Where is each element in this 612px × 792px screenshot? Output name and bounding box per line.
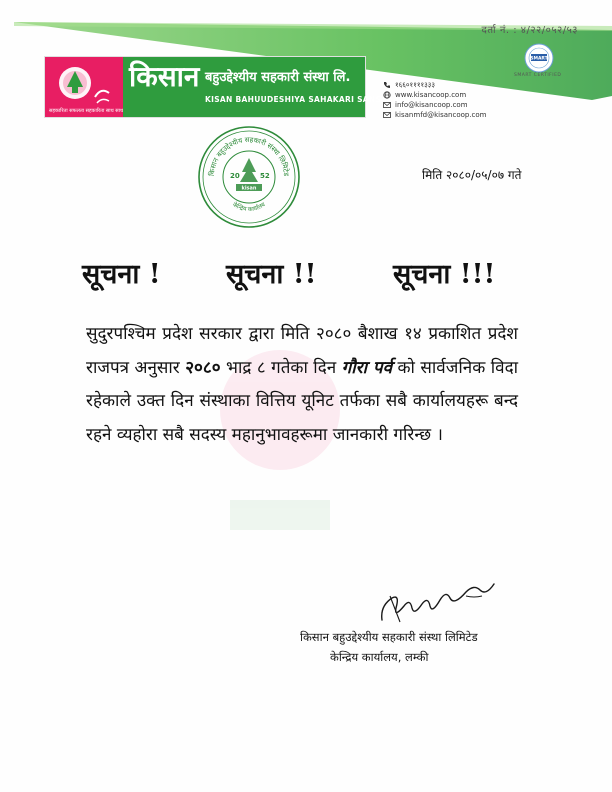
phone-icon xyxy=(383,81,391,89)
brand-english-name: KISAN BAHUUDESHIYA SAHAKARI SANSTHA LTD. xyxy=(205,95,422,104)
seal-inner-text: केन्द्रिय कार्यालय xyxy=(231,201,267,214)
contact-email-mfd-text: kisanmfd@kisancoop.com xyxy=(395,111,487,119)
registration-number: दर्ता नं. : ४/२२/०५२/५३ xyxy=(481,25,578,36)
body-part-2: भाद्र ८ गतेका दिन xyxy=(220,357,342,378)
body-part-1: सुदुरपश्चिम प्रदेश सरकार द्वारा मिति २०८० बैशाख १४ प्रकाशित प्रदेश राजपत्र अनुसार xyxy=(86,324,518,378)
letter-date: मिति २०८०/०५/०७ गते xyxy=(422,168,522,182)
footer-office: केन्द्रिय कार्यालय, लम्की xyxy=(330,650,429,664)
seal-tree-icon xyxy=(240,158,258,182)
seal-outer-text: किसान बहुउद्देश्यीय सहकारी संस्था लिमिटेड xyxy=(207,135,291,177)
festival-name: गौरा पर्व xyxy=(341,357,393,378)
seal-year-left: 20 xyxy=(230,172,240,180)
globe-icon xyxy=(383,91,391,99)
contact-phone-text: १६६०११११३३३ xyxy=(395,80,436,89)
body-bold-year: २०८० xyxy=(185,357,221,378)
mail-icon xyxy=(383,101,391,109)
body-part-3: को सार्वजनिक विदा रहेकाले उक्त दिन संस्थाका वित्तिय यूनिट तर्फका सबै कार्यालयहरू बन्द रहने व्यहोरा सबै सदस्य महानुभावहरूमा जानकारी गरिन्छ । xyxy=(86,357,519,445)
contact-email-info xyxy=(383,100,487,110)
notice-heading-3: सूचना !!! xyxy=(393,259,496,290)
notice-heading-2: सूचना !! xyxy=(226,259,317,290)
signature xyxy=(370,576,500,628)
mail-icon xyxy=(383,111,391,119)
contact-phone xyxy=(383,80,487,90)
contact-website xyxy=(383,90,487,100)
seal-center-label: kisan xyxy=(241,185,257,192)
brand-subtitle: बहुउद्देश्यीय सहकारी संस्था लि. xyxy=(205,70,351,85)
svg-text:केन्द्रिय कार्यालय xyxy=(231,200,267,213)
contact-website-text: www.kisancoop.com xyxy=(395,91,467,99)
notice-heading-1: सूचना ! xyxy=(82,259,161,290)
logo-pink-panel xyxy=(45,57,123,117)
contact-list xyxy=(383,80,487,120)
seal-year-right: 52 xyxy=(260,172,270,180)
brand-name: किसान xyxy=(129,60,200,93)
organization-seal xyxy=(194,122,304,232)
footer-organization: किसान बहुउद्देश्यीय सहकारी संस्था लिमिटेड xyxy=(300,630,478,644)
logo-tagline: सहकारिता सफलता सहकारिता साथ साथ xyxy=(49,108,124,114)
contact-email-info-text: info@kisancoop.com xyxy=(395,101,468,109)
badge-text: SMART xyxy=(530,56,548,62)
badge-label: SMART CERTIFIED xyxy=(514,73,562,78)
notice-body xyxy=(86,318,518,452)
contact-email-mfd xyxy=(383,110,487,120)
